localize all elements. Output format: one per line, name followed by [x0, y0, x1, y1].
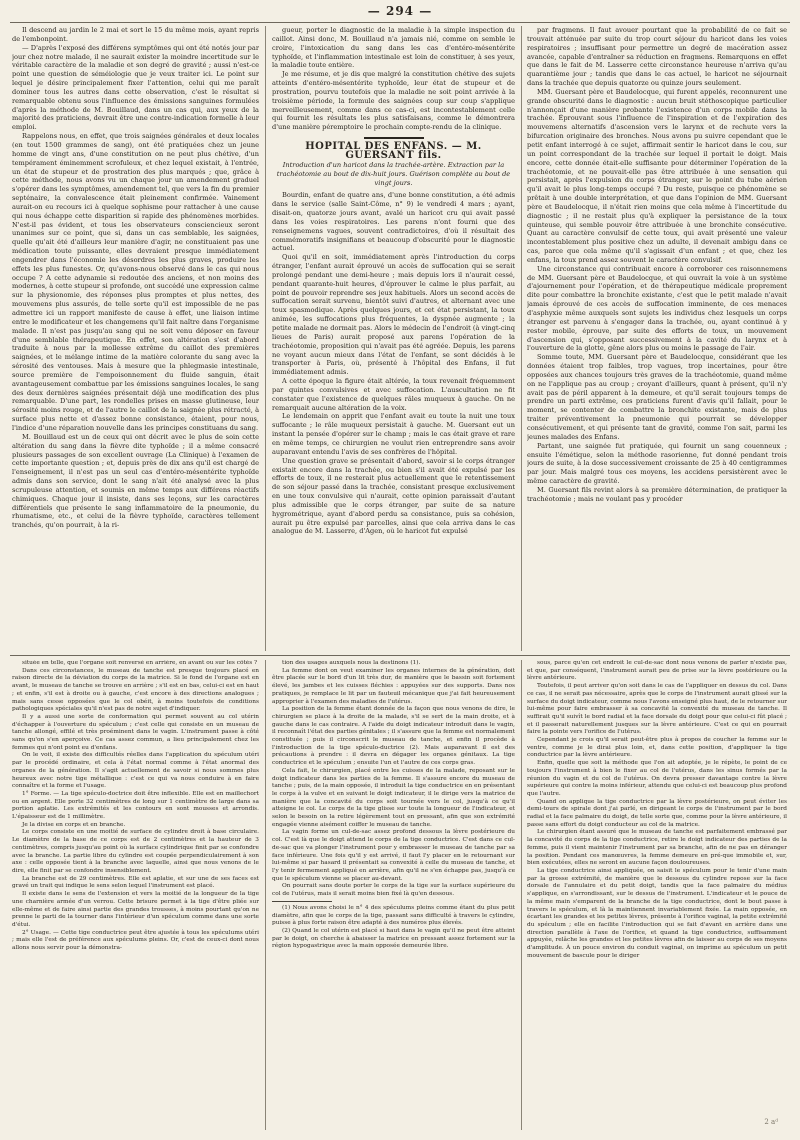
column-divider [265, 660, 266, 1130]
paragraph: située en telle, que l'organe soit renversé en arrière, en avant ou sur les côtés ? [22, 660, 258, 666]
paragraph: Je la divise en corps et en branche. [22, 821, 126, 828]
footer-mark: 2 aᵈ [764, 1118, 778, 1126]
paragraph: sous, parce qu'en cet endroit le cul-de-sac dont nous venons de parler n'existe pas, et que, par conséquent, l'instrument aurait peu de prise sur la lèvre postérieure ou la lèvre antérieure. [527, 660, 787, 682]
paragraph: Cela fait, le chirurgien, placé entre les cuisses de la malade, reposant sur le doigt indicateur dans les parties de la femme. Il s'assure encore du museau de tanche ; puis, de la main opposée, il introduit la tige conductrice en en présentant le corps à la vulve et en suivant le doigt indicateur, il le dirige vers la matrice de manière que la concavité du corps soit tournée vers le col, jusqu'à ce qu'il atteigne le col. Le corps de la tige glisse sur toute la longueur de l'indicateur, et selon le besoin on la retire légèrement tout en pressant, afin que son extrémité engagée vienne aisément coiffer le museau de tanche. [272, 767, 515, 828]
paragraph: Enfin, quelle que soit la méthode que l'on ait adoptée, je le répète, le point de ce toujours l'instrument à bien le fixer au col de l'utérus, dans les sinus formés par la réunion du vagin et du col de l'utérus. On devra presser davantage contre la lèvre supérieure qui contre la moins inférieur, attendu que celui-ci est beaucoup plus profond que l'autre. [527, 760, 787, 797]
section-subtitle: Introduction d'un haricot dans la trachée-artère. Extraction par la trachéotomie au bout de dix-huit jours. Guérison complète au bout de vingt jours. [276, 160, 511, 187]
paragraph: Bourdin, enfant de quatre ans, d'une bonne constitution, a été admis dans le service (salle Saint-Côme, n° 9) le vendredi 4 mars ; ayant, disait-on, quatorze jours avant, avalé un haricot cru qui avait passé dans les voies respiratoires. Les parens n'ont fourni que des renseignemens vagues, souvent contradictoires, d'où il résultait des commémoratifs insignifians et beaucoup d'obscurité pour le diagnostic actuel. [272, 191, 515, 253]
paragraph: A cette époque la figure était altérée, la toux revenait fréquemment par quintes convulsives et avec suffocation. L'auscultation ne fit constater que l'existence de quelques râles muqueux à gauche. On ne remarquait aucune altération de la voix. [272, 377, 515, 412]
paragraph: On pourrait sans doute porter le corps de la tige sur la surface supérieure du col de l'utérus, mais il serait moins bien fixé là qu'en dessous. [272, 883, 515, 898]
column-6 [527, 660, 787, 1132]
paragraph: Le lendemain on apprit que l'enfant avait eu toute la nuit une toux suffocante ; le râle muqueux persistait à gauche. M. Guersant eut un instant la pensée d'opérer sur le champ ; mais le cas était grave et rare en même temps, ce chirurgien ne voulut rien entreprendre sans avoir auparavant entendu l'avis de ses confrères de l'hôpital. [272, 412, 515, 456]
column-divider [521, 26, 522, 651]
paragraph: La vagin forme un cul-de-sac assez profond dessous la lèvre postérieure du col. C'est là que le doigt attend le corps de la tige conductrice. C'est dans ce cul-de-sac que va plonger l'instrument pour y embrasser le museau de tanche par sa face inférieure. Une fois qu'il y est arrivé, il faut l'y placer en le retournant sur lui-même si par hasard il présentait sa convexité à celle du museau de tanche, et l'y tenir fermement appliqué en arrière, afin qu'il ne s'en échappe pas, jusqu'à ce que le spéculum vienne se placer au-devant. [272, 829, 515, 882]
column-1 [12, 26, 259, 651]
header-rule [10, 22, 790, 23]
footnote-rule [272, 901, 332, 902]
paragraph: Quoi qu'il en soit, immédiatement après l'introduction du corps étranger, l'enfant aurait éprouvé un accès de suffocation qui se serait prolongé pendant une demi-heure ; mais depuis lors il n'aurait cessé, pendant quarante-huit heures, d'éprouver le calme le plus parfait, au point de pouvoir reprendre ses jeux habituels. Alors un second accès de suffocation serait survenu, bientôt suivi d'autres, et alternant avec une toux spasmodique. Après quelques jours, et cet état persistant, la toux animée, les suffocations plus fréquentes, la dyspnée augmente ; la petite malade ne dormait pas. Alors le médecin de l'endroit (à vingt-cinq lieues de Paris) aurait proposé aux parens l'opération de la trachéotomie, proposition qui n'avait pas été agréée. Depuis, les parens ne voyant aucun mieux dans l'état de l'enfant, se sont décidés à le transporter à Paris, où, présenté à l'hôpital des Enfans, il fut immédiatement admis. [272, 253, 515, 377]
paragraph: tion des usages auxquels nous la destinons (1). [282, 660, 421, 666]
paragraph: Toutefois, il peut arriver qu'on soit dans le cas de l'appliquer en dessus du col. Dans ce cas, il ne serait pas nécessaire, après que le corps de l'instrument aurait glissé sur la surface du doigt indicateur, comme nous l'avons enseigné plus haut, de le retourner sur lui-même pour faire embrasser à sa concavité la convexité du museau de tanche. Il suffirait qu'il suivît le bord radial et la face dorsale du doigt pour que celui-ci fût placé ; et il passerait naturellement jusques sur la lèvre antérieure. C'est ce qui en pourrait faire la pointe vers l'orifice de l'utérus. [527, 683, 787, 736]
paragraph: par fragmens. Il faut avouer pourtant que la probabilité de ce fait se trouvait atténuée par suite du trop court séjour du haricot dans les voies respiratoires ; insuffisant pour permettre un degré de macération assez avancée, capable d'entraîner sa réduction en fragmens. Remarquons en effet que dans le fait de M. Lasserre cette circonstance heureuse n'arriva qu'au quarantième jour ; tandis que dans le cas actuel, le haricot ne séjournait dans la trachée que depuis quatorze ou quinze jours seulement. [527, 26, 787, 88]
paragraph: La tige conductrice ainsi appliquée, on saisit le spéculum pour le tenir d'une main par la grosse extrémité, de manière que le dessous du cylindre repose sur la face dorsale de l'annulaire et du petit doigt, tandis que la face palmaire du médius s'applique, en s'arrondissant, sur le dessus de l'instrument. L'indicateur et le pouce de la même main s'emparent de la branche de la tige conductrice, dont le bout passe à travers le spéculum, et là la maintiennent invariablement fixée. La main opposée, en écartant les grandes et les petites lèvres, présente à l'orifice vaginal, la petite extrémité du spéculum ; elle en facilite l'introduction qui se fait d'avant en arrière dans une direction parallèle à l'axe de l'orifice, et quand la tige conductrice, suffisamment appuyée, relâche les grandes et les petites lèvres afin de laisser au corps de ses moyens d'amplitude. À un pouce environ du conduit vaginal, on imprime au spéculum un petit mouvement de bascule pour le diriger [527, 867, 787, 959]
paragraph: Il existe dans le sens de l'extension et vers la moitié de la longueur de la tige une charnière armée d'un verrou. Cette brisure permet à la tige d'être pliée sur elle-même et de faire ainsi partie des grandes trousses, à moins pourtant qu'on ne prenne le parti de la tourner dans l'intérieur d'un spéculum comme dans une sorte d'étui. [12, 891, 259, 928]
column-2 [272, 26, 515, 651]
paragraph: 1° Forme. — La tige spéculo-doctrice doit être inflexible. Elle est en maillechort ou en argent. Elle porte 32 centimètres de long sur 1 centimètre de large dans sa portion aplatie. Les extrémités et les contours en sont mousses et arrondis. L'épaisseur est de 1 millimètre. [12, 790, 259, 821]
paragraph: Rappelons nous, en effet, que trois saignées générales et deux locales (en tout 1500 grammes de sang), ont été pratiquées chez un jeune homme de vingt ans, d'une constitution on ne peut plus chétive, d'un tempérament éminemment scrofuleux, et chez lequel existait, à l'entrée, un état de stupeur et de prostration des plus marqués ; que, grâce à cette méthode, nous avons vu un chaque jour un amendement graduel s'opérer dans les symptômes, amendement tel, que vers la fin du premier septénaire, la convalescence était pleinement confirmée. Vainement aurait-on eu recours ici à quelque sophisme pour rattacher à une cause qui nous échappe cette disparition si rapide des phénomènes morbides. N'est-il pas évident, et tous les observateurs consciencieux seront unanimes sur ce point, que si, dans un cas semblable, les saignées, quelle qu'ait été d'ailleurs leur manière d'agir, ne constituaient pas une médication toute puissante, elles devraient presque immédiatement engendrer dans l'économie les désordres les plus graves, produire les effets les plus funestes. Or, qu'avons-nous observé dans le cas qui nous occupe ? A cette adynamie si redoutée des anciens, et non moins des modernes, à cette stupeur si profonde, ont succédé une expression calme sur la physionomie, des réponses plus promptes et plus nettes, des mouvemens plus assurés, de telle sorte qu'il est impossible de ne pas admettre ici un rapport manifeste de cause à effet, une liaison intime entre le modificateur et les changemens qu'il fait naître dans l'organisme malade. Il n'est pas jusqu'au sang qui ne soit venu déposer en faveur d'une semblable thérapeutique. En effet, son altération s'est d'abord traduite à nous par la mollesse extrême du caillot des premières saignées, et le mélange intime de la matière colorante du sang avec la sérosité des ventouses. Mais à mesure que la phlegmasie intestinale, source première de l'empoisonnement du fluide sanguin, était avantageusement combattue par les émissions sanguines locales, le sang des deux dernières saignées présentait déjà une modification des plus remarquable. D'une part, les rondelles prises en masse glutineuse, leur sérosité moins rouge, et de l'autre le caillot de la saignée plus rétracté, à surface plus nette et d'assez bonne consistance, étaient, pour nous, l'indice d'une réparation nouvelle dans les principes constituans du sang. [12, 132, 259, 432]
column-4 [12, 660, 259, 1132]
column-divider [521, 660, 522, 1130]
column-divider [265, 26, 266, 651]
paragraph: gueur, porter le diagnostic de la maladie à la simple inspection du caillot. Ainsi donc, M. Bouillaud n'a jamais nié, comme on semble le croire, l'intoxication du sang dans les cas d'entéro-mésentérite typhoïde, et l'inflammation intestinale est loin de constituer, à ses yeux, la maladie toute entière. [272, 26, 515, 70]
paragraph: La branche est de 29 centimètres. Elle est aplatie, et sur une de ses faces est gravé un trait qui indique le sens selon lequel l'instrument est placé. [12, 875, 259, 890]
paragraph: Somme toute, MM. Guersant père et Baudelocque, considérant que les données étaient trop faibles, trop vagues, trop incertaines, pour être opposées aux chances toujours très graves de la trachéotomie, quand même on ne l'applique pas au croup ; croyant d'ailleurs, quant à présent, qu'il n'y avait pas de péril apparent à la demeure, et qu'il serait toujours temps de prendre un parti extrême, ces praticiens furent d'avis qu'il fallait, pour le moment, se contenter de combattre la bronchite existante, mais de plus traiter préventivement la pneumonie qui pourrait se développer consécutivement, et qui présente tant de gravité, comme l'on sait, parmi les jeunes malades des Enfans. [527, 353, 787, 441]
footnote: (2) Quand le col utérin est placé si haut dans le vagin qu'il ne peut être atteint par le doigt, on cherche à abaisser la matrice en pressant assez fortement sur la région hypogastrique avec la main opposée demeurée libre. [272, 927, 515, 950]
paragraph: Une question grave se présentait d'abord, savoir si le corps étranger existait encore dans la trachée, ou bien s'il avait été expulsé par les efforts de toux, il ne resterait plus actuellement que le retentissement de son séjour passé dans la trachée, consistant presque exclusivement en une toux convulsive qui n'aurait, cette opinion paraissait d'autant plus admissible que le corps étranger, par suite de sa nature hygrométrique, ayant d'abord perdu sa consistance, puis sa cohésion, aurait pu être expulsé par parcelles, ainsi que cela arriva dans le cas analogue de M. Lasserre, d'Agen, où le haricot fut expulsé [272, 456, 515, 536]
paragraph: Quand on applique la tige conductrice par la lèvre postérieure, on peut éviter les demi-tours de spirale dont j'ai parlé, en dirigeant le corps de l'instrument par le bord radial et la face palmaire du doigt, de telle sorte que, comme pour la lèvre antérieure, il passe sans effort du doigt conducteur au col de la matrice. [527, 798, 787, 828]
paragraph: Une circonstance qui contribuait encore à corroborer ces raisonnemens de MM. Guersant père et Baudelocque, et qui ouvrait la voie à un système d'ajournement pour l'opération, et de thérapeutique médicale proprement dite pour combattre la bronchite existante, c'est que le petit malade n'avait jamais éprouvé de ces accès de suffocation imminente, de ces menaces d'asphyxie même auxquels sont sujets les individus chez lesquels un corps étranger est parvenu à s'engager dans la trachée, ou, ayant continué à y rester mobile, éprouve, par suite des efforts de toux, un mouvement d'ascension qui, s'opposant successivement à la cavité du larynx et à l'ouverture de la glotte, gêne alors plus ou moins le passage de l'air. [527, 264, 787, 353]
paragraph: Le corps consiste en une moitié de surface de cylindre droit à base circulaire. Le diamètre de la base de ce corps est de 2 centimètres et la hauteur de 3 centimètres, compris jusqu'au point où la surface cylindrique finit par se confondre avec la branche. La partie libre du cylindre est coupée perpendiculairement à son axe : celle opposée tient à la branche avec laquelle, ainsi que nous venons de le dire, elle finit par se confondre insensiblement. [12, 829, 259, 874]
feuilleton-rule [10, 655, 790, 656]
paragraph: Cependant je crois qu'il serait peut-être plus à propos de coucher la femme sur le ventre, comme je le dirai plus loin, et, dans cette position, d'appliquer la tige conductrice par la lèvre antérieure. [527, 737, 787, 759]
column-5 [272, 660, 515, 1132]
paragraph: On le voit, il existe des difficultés réelles dans l'application du spéculum utéri par le procédé ordinaire, et cela à l'état normal comme à l'état anormal des organes de la génération. Il s'agit actuellement de savoir si nous sommes plus heureux avec notre tige métallique : c'est ce qui va nous conduire à en faire connaître et la forme et l'usage. [12, 752, 259, 790]
paragraph: M. Bouillaud est un de ceux qui ont décrit avec le plus de soin cette altération du sang dans la fièvre dite typhoïde ; il a même consacré plusieurs passages de son excellent ouvrage (La Clinique) à l'examen de cette importante question ; et, depuis près de dix ans qu'il est chargé de l'enseignement, il n'est pas un seul cas d'entéro-mésentérite typhoïde admis dans son service, dont le sang n'ait été analysé avec la plus scrupuleuse attention, et soumis en même temps aux différens réactifs chimiques. Chaque jour il insiste, dans ses leçons, sur les caractères différentiels que présente le sang inflammatoire de la pneumonie, du rhumatisme, etc., et celui de la fièvre typhoïde, caractères tellement tranchés, qu'on pourrait, à la ri- [12, 432, 259, 530]
paragraph: Partant, une saignée fut pratiquée, qui fournit un sang couenneux ; ensuite l'émétique, selon la méthode rasorienne, fut donné pendant trois jours de suite, à la dose successivement croissante de 25 à 40 centigrammes par jour. Mais malgré tous ces moyens, les accidens persistèrent avec le même caractère de gravité. [527, 441, 787, 486]
paragraph: 2° Usage. — Cette tige conductrice peut être ajustée à tous les spéculums utéri ; mais elle l'est de préférence aux spéculums pleins. Or, c'est de ceux-ci dont nous allons nous servir pour la démonstra- [12, 929, 259, 952]
paragraph: Le chirurgien étant assuré que le museau de tanche est parfaitement embrassé par la concavité du corps de la tige conductrice, retire le doigt indicateur des parties de la femme, puis il vient maintenir l'instrument par sa branche, afin de ne pas en déranger la position. Pendant ces manœuvres, la femme demeure en pré-que immobile et, sur, bien exécutées, elles ne seront en aucune façon douloureuses. [527, 829, 787, 867]
paragraph: La position de la femme étant donnée de la façon que nous venons de dire, le chirurgien se place à la droite de la malade, s'il se sert de la main droite, et à gauche dans le cas contraire. A l'aide du doigt indicateur introduit dans le vagin, il reconnaît l'état des parties génitales ; il s'assure que la femme est normalement constituée ; puis il circonscrit le museau de tanche, et enfin il procède à l'introduction de la tige spéculo-ductrice (2). Mais auparavant il est des précautions à prendre : il devra en dégager les organes génitaux. La tige conductrice et le spéculum ; ensuite l'un et l'autre de ces corps gras. [272, 706, 515, 767]
paragraph: Il y a aussi une sorte de conformation qui permet souvent au col utérin d'échapper à l'ouverture du spéculum ; c'est celle qui consiste en un museau de tanche allongé, effilé et très proéminent dans le vagin. L'instrument passe à côté sans qu'on s'en aperçoive. Ce cas assez commun, a lieu principalement chez les femmes qui n'ont point eu d'enfans. [12, 713, 259, 751]
paragraph: Dans ces circonstances, le museau de tanche est presque toujours placé en raison directe de la déviation du corps de la matrice. Si le fond de l'organe est en avant, le museau de tanche se trouve en arrière ; s'il est en bas, celui-ci est en haut ; et enfin, s'il est à droite ou à gauche, c'est encore à des directions analogues ; mais sans cesse opposées que le col obéit, à moins toutefois de conditions pathologiques spéciales qu'il n'est pas de notre sujet d'indiquer. [12, 667, 259, 713]
section-divider [364, 137, 424, 139]
column-3 [527, 26, 787, 651]
page-number: — 294 — [367, 4, 433, 18]
paragraph: La femme dont on veut examiner les organes internes de la génération, doit être placée sur le bord d'un lit très dur, de manière que le bassin soit fortement élevé, les jambes et les cuisses fléchies : appuyées sur des supports. Dans nos pratiques, je remplace le lit par un fauteuil mécanique que j'ai fait heureusement approprier à l'examen des maladies de l'utérus. [272, 667, 515, 705]
section-title: HOPITAL DES ENFANS. — M. GUERSANT fils. [305, 141, 482, 161]
paragraph: Je me résume, et je dis que malgré la constitution chétive des sujets atteints d'entéro-mésentérite typhoïde, leur état de stupeur et de prostration, pourvu toutefois que la maladie ne soit point arrivée à la troisième période, la formule des saignées coup sur coup s'applique merveilleusement, comme dans ce cas-ci, est incontestablement celle qui fournit les résultats les plus satisfaisans, comme le démontrera d'une manière péremptoire le prochain compte-rendu de la clinique. [272, 70, 515, 132]
paragraph: MM. Guersant père et Baudelocque, qui furent appelés, reconnurent une grande obscurité dans le diagnostic : aucun bruit stéthoscopique particulier n'annonçait d'une manière probante l'existence d'un corps mobile dans la trachée. Éprouvant sous l'influence de l'inspiration et de l'expiration des mouvemens alternatifs d'ascension vers le larynx et de rechute vers la bifurcation originaire des bronches. Nous avons pu suivre cependant que le petit enfant interrogé à ce sujet, affirmait sentir le haricot dans le cou, sur un point correspondant de la trachée sur lequel il portait le doigt. Mais encore, cette donnée était-elle suffisante pour déterminer l'opération de la trachéotomie, et ne pouvait-elle pas être attribuée à une sensation qui persistait, après l'expulsion du corps étranger, sur le point du tube aérien qu'il avait le plus long-temps occupé ? Du reste, puisque ce phénomène se prêtait à une double interprétation, et que dans l'opinion de MM. Guersant père et Baudelocque, il n'était rien moins que cela même à l'incertitude du diagnostic ; il ne restait plus qu'à expliquer la persistance de la toux quinteuse, qui semble pouvoir être attribuée à une bronchite consécutive. Quant au caractère convulsif de cette toux, qui avait présenté une valeur incontestablement plus positive chez un adulte, il devenait ambigu dans ce cas, parce que cela même qu'il s'agissait d'un enfant ; et que, chez les enfans, la toux prend assez souvent le caractère convulsif. [527, 87, 787, 264]
paragraph: Il descend au jardin le 2 mai et sort le 15 du même mois, ayant repris de l'embonpoint. [12, 26, 259, 43]
footnote: (1) Nous avons choisi le n° 4 des spéculums pleins comme étant du plus petit diamètre, afin que le corps de la tige, passant sans difficulté à travers le cylindre, puisse à plus forte raison être adapté à des numéros plus élevés. [272, 904, 515, 927]
paragraph: — D'après l'exposé des différens symptômes qui ont été notés jour par jour chez notre malade, il ne saurait exister la moindre incertitude sur le véritable caractère de la maladie et son degré de gravité ; aussi n'est-ce point une question de séméiologie que je veux traiter ici. Le point sur lequel je désire principalement fixer l'attention, celui qui me paraît dominer tous les autres dans cette observation, c'est le résultat si remarquable obtenu sous l'influence des émissions sanguines formulées d'après la méthode de M. Bouillaud, dans un cas qui, aux yeux de la majorité des praticiens, devrait être une contre-indication formelle à leur emploi. [12, 43, 259, 132]
paragraph: M. Guersant fils revint alors à sa première détermination, de pratiquer la trachéotomie ; mais ne voulant pas y procéder [527, 485, 787, 503]
